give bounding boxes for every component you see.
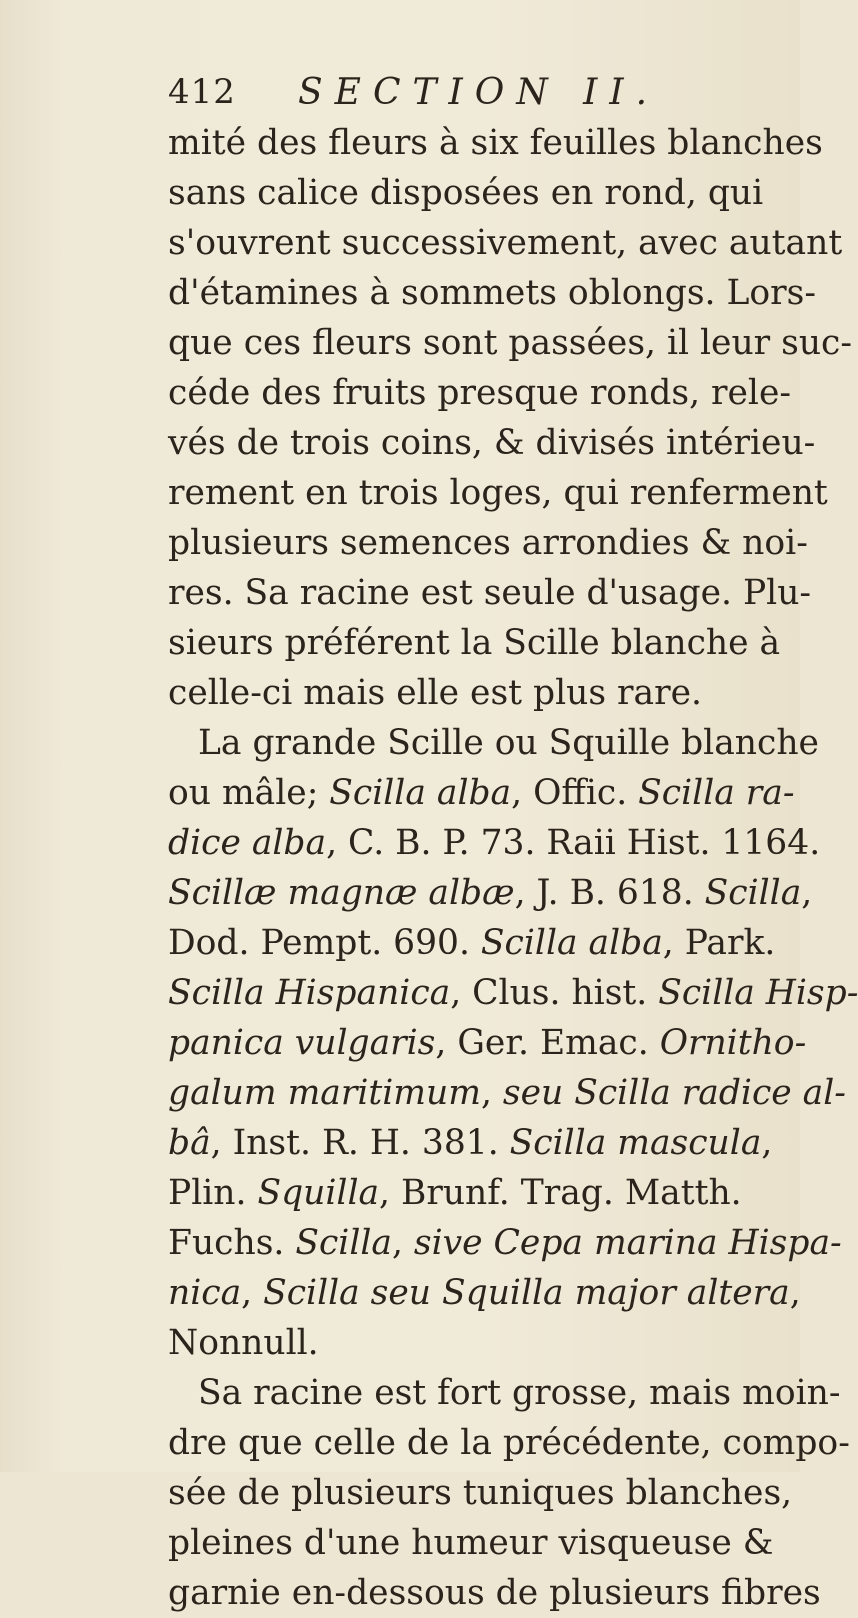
text-line (168, 918, 776, 968)
text-line (168, 1468, 793, 1518)
italic-text: Scilla alba (480, 923, 663, 963)
text-segment: Plin. (168, 1173, 258, 1213)
text-segment: , (789, 1273, 801, 1313)
text-segment: sée de plusieurs tuniques blanches, (168, 1473, 793, 1513)
text-segment: La grande Scille ou Squille blanche (198, 723, 819, 763)
text-segment: , (801, 873, 813, 913)
text-segment: Dod. Pempt. 690. (168, 923, 481, 963)
text-line (168, 1568, 821, 1618)
text-segment: ou mâle; (168, 773, 330, 813)
running-head: SECTION II. (298, 72, 660, 113)
page-header (168, 72, 728, 122)
text-segment: dre que celle de la précédente, compo- (168, 1423, 850, 1463)
page-number: 412 (168, 72, 236, 112)
text-line (168, 1168, 742, 1218)
text-line (168, 268, 817, 318)
text-line (168, 718, 819, 768)
text-segment: d'étamines à sommets oblongs. Lors- (168, 273, 817, 313)
italic-text: Scilla alba (329, 773, 512, 813)
text-segment: , (241, 1273, 264, 1313)
text-line (168, 1318, 728, 1368)
text-line (168, 218, 843, 268)
italic-text: galum maritimum (168, 1073, 481, 1113)
italic-text: sive Cepa marina Hispa- (413, 1223, 842, 1263)
text-segment: Fuchs. (168, 1223, 296, 1263)
text-segment: s'ouvrent successivement, avec autant (168, 223, 843, 263)
text-line (168, 668, 728, 718)
text-segment: , (391, 1223, 414, 1263)
text-line (168, 1518, 774, 1568)
text-line (168, 618, 781, 668)
italic-text: Scilla (704, 873, 802, 913)
text-segment: pleines d'une humeur visqueuse & (168, 1523, 774, 1563)
text-segment: Sa racine est fort grosse, mais moin- (198, 1373, 841, 1413)
text-line (168, 418, 816, 468)
text-line (168, 368, 792, 418)
text-segment: mité des fleurs à six feuilles blanches (168, 123, 823, 163)
text-segment: céde des fruits presque ronds, rele- (168, 373, 792, 413)
text-line (168, 318, 853, 368)
text-segment: sieurs préférent la Scille blanche à (168, 623, 781, 663)
italic-text: Scilla (295, 1223, 392, 1263)
text-line (168, 968, 858, 1018)
text-segment: , Offic. (511, 773, 639, 813)
text-segment: Nonnull. (168, 1323, 319, 1363)
text-line (168, 1368, 841, 1418)
text-line (168, 1068, 846, 1118)
text-segment: , C. B. P. 73. Raii Hist. 1164. (326, 823, 821, 863)
text-line (168, 818, 821, 868)
text-line (168, 1418, 850, 1468)
text-line (168, 468, 828, 518)
text-line (168, 1118, 773, 1168)
text-segment: que ces fleurs sont passées, il leur suc- (168, 323, 853, 363)
text-segment: rement en trois loges, qui renferment (168, 473, 828, 513)
text-line (168, 518, 808, 568)
italic-text: Scilla seu Squilla major altera (263, 1273, 790, 1313)
italic-text: Scilla Hisp- (658, 973, 858, 1013)
italic-text: Squilla (257, 1173, 380, 1213)
text-segment: , (761, 1123, 773, 1163)
text-segment: sans calice disposées en rond, qui (168, 173, 764, 213)
italic-text: Scillæ magnæ albæ (168, 873, 515, 913)
italic-text: nica (168, 1273, 242, 1313)
italic-text: Scilla Hispanica (168, 973, 451, 1013)
text-segment: garnie en-dessous de plusieurs fibres (168, 1573, 821, 1613)
text-segment: res. Sa racine est seule d'usage. Plu- (168, 573, 812, 613)
text-segment: celle-ci mais elle est plus rare. (168, 673, 702, 713)
text-segment: , Park. (662, 923, 776, 963)
text-line (168, 1268, 801, 1318)
text-line (168, 768, 795, 818)
text-line (168, 1218, 842, 1268)
text-line (168, 168, 764, 218)
italic-text: Scilla mascula (509, 1123, 762, 1163)
italic-text: dice alba (168, 823, 327, 863)
text-segment: , Inst. R. H. 381. (210, 1123, 510, 1163)
text-line (168, 868, 813, 918)
text-segment: , Ger. Emac. (435, 1023, 660, 1063)
text-line (168, 1018, 807, 1068)
italic-text: seu Scilla radice al- (502, 1073, 846, 1113)
text-segment: plusieurs semences arrondies & noi- (168, 523, 808, 563)
text-line (168, 568, 812, 618)
italic-text: Ornitho- (659, 1023, 807, 1063)
text-segment: , J. B. 618. (514, 873, 705, 913)
text-line (168, 118, 823, 168)
text-segment: , (480, 1073, 503, 1113)
text-segment: vés de trois coins, & divisés intérieu- (168, 423, 816, 463)
text-segment: , Clus. hist. (450, 973, 659, 1013)
italic-text: Scilla ra- (638, 773, 795, 813)
text-segment: , Brunf. Trag. Matth. (379, 1173, 742, 1213)
italic-text: panica vulgaris (168, 1023, 436, 1063)
body-text (168, 118, 858, 1618)
italic-text: bâ (168, 1123, 211, 1163)
